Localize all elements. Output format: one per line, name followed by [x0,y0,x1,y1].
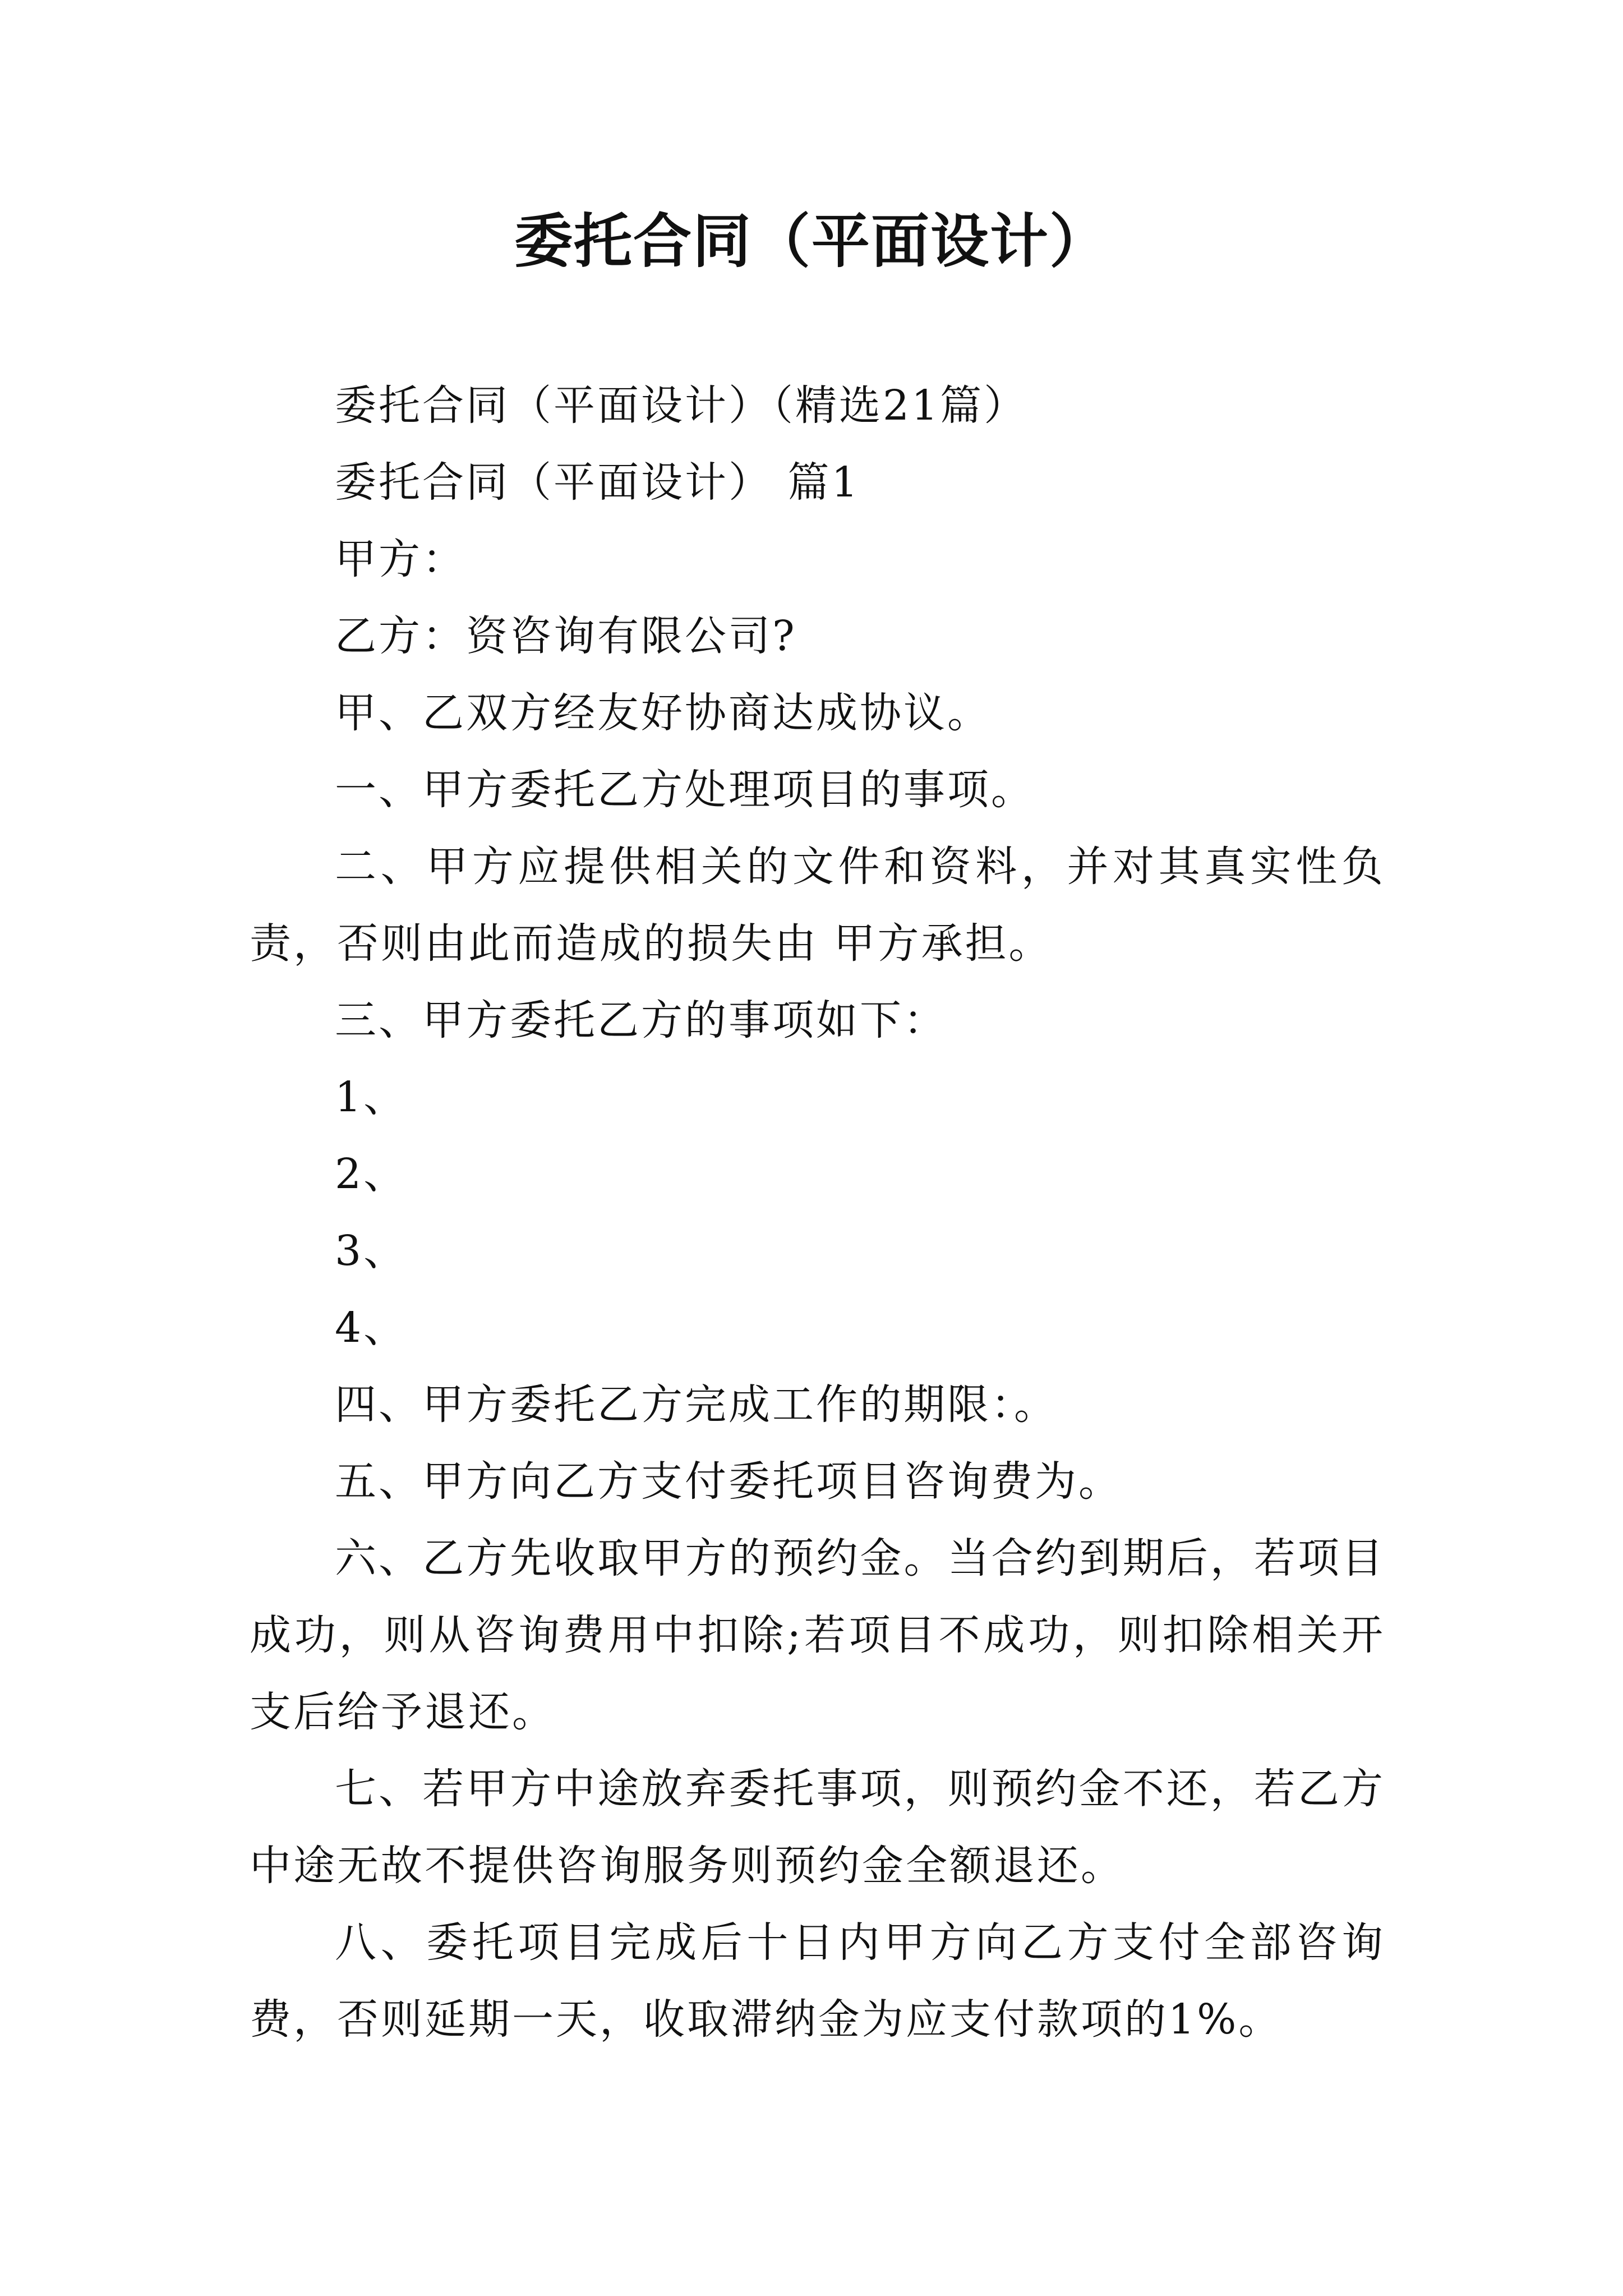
paragraph-item-4: 4、 [335,1304,408,1352]
document-body [250,367,1385,2058]
paragraph-item-1: 1、 [335,1073,408,1121]
paragraph-item-3: 3、 [335,1227,408,1275]
paragraph-item-2: 2、 [335,1150,408,1198]
paragraph-clause-4: 四、甲方委托乙方完成工作的期限：。 [335,1381,1058,1429]
paragraph-clause-6: 六、乙方先收取甲方的预约金。当合约到期后，若项目成功，则从咨询费用中扣除;若项目不成功，则扣除相关开支后给予退还。 [250,1534,1385,1736]
paragraph-clause-8: 八、委托项目完成后十日内甲方向乙方支付全部咨询费，否则延期一天，收取滞纳金为应支付款项的1%。 [250,1918,1385,2044]
paragraph-agreement: 甲、乙双方经友好协商达成协议。 [335,689,991,737]
paragraph-clause-1: 一、甲方委托乙方处理项目的事项。 [335,766,1035,814]
paragraph-clause-5: 五、甲方向乙方支付委托项目咨询费为。 [335,1457,1122,1506]
paragraph-section-heading: 委托合同（平面设计） 篇1 [335,458,860,507]
paragraph-party-b: 乙方：资咨询有限公司? [335,612,797,660]
paragraph-clause-7: 七、若甲方中途放弃委托事项，则预约金不还，若乙方中途无故不提供咨询服务则预约金全额退还。 [250,1765,1385,1890]
paragraph-party-a: 甲方： [335,535,466,583]
document-title: 委托合同（平面设计） [514,206,1109,275]
paragraph-subtitle: 委托合同（平面设计）（精选21篇） [335,381,1028,430]
paragraph-clause-2: 二、甲方应提供相关的文件和资料，并对其真实性负责，否则由此而造成的损失由 甲方承担。 [250,843,1385,968]
paragraph-clause-3: 三、甲方委托乙方的事项如下： [335,996,947,1045]
